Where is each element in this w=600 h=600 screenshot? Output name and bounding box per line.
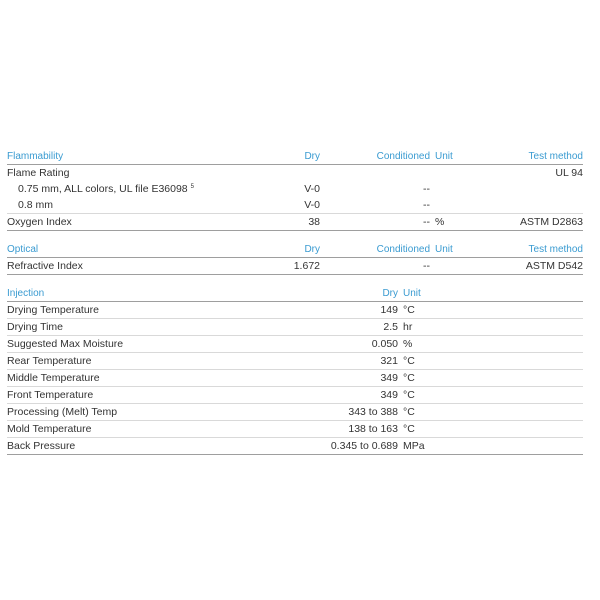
table-row bbox=[7, 181, 583, 197]
test-method-cell bbox=[470, 197, 583, 214]
dry-cell bbox=[267, 165, 320, 182]
unit-cell: °C bbox=[398, 353, 583, 370]
property-cell: Suggested Max Moisture bbox=[7, 336, 267, 353]
property-cell: Mold Temperature bbox=[7, 421, 267, 438]
unit-cell bbox=[430, 258, 470, 275]
test-method-cell: UL 94 bbox=[555, 167, 583, 179]
conditioned-cell: -- bbox=[320, 258, 430, 275]
conditioned-cell bbox=[320, 165, 430, 182]
property-cell: Back Pressure bbox=[7, 438, 267, 455]
table-row bbox=[7, 258, 583, 275]
section-title: Injection bbox=[7, 287, 267, 302]
table-row bbox=[7, 370, 583, 387]
test-method-header: Test method bbox=[470, 243, 583, 258]
dry-cell: V-0 bbox=[304, 183, 320, 195]
property-cell: Processing (Melt) Temp bbox=[7, 404, 267, 421]
property-cell: Oxygen Index bbox=[7, 214, 267, 231]
conditioned-cell: -- bbox=[320, 197, 430, 214]
property-cell: Drying Temperature bbox=[7, 302, 267, 319]
test-method-header: Test method bbox=[470, 150, 583, 165]
unit-cell: °C bbox=[398, 370, 583, 387]
dry-cell: 343 to 388 bbox=[267, 404, 398, 421]
unit-cell bbox=[430, 165, 470, 182]
table-row bbox=[7, 387, 583, 404]
test-method-cell: ASTM D2863 bbox=[470, 214, 583, 231]
unit-cell: °C bbox=[398, 387, 583, 404]
unit-cell: % bbox=[398, 336, 583, 353]
table-row bbox=[7, 214, 583, 231]
section-title: Optical bbox=[7, 243, 267, 258]
optical-table bbox=[7, 243, 583, 275]
dry-cell: 38 bbox=[267, 214, 320, 231]
dry-cell: 0.050 bbox=[267, 336, 398, 353]
optical-header-row bbox=[7, 243, 583, 258]
unit-cell bbox=[430, 181, 470, 197]
table-row bbox=[7, 353, 583, 370]
property-cell: Flame Rating bbox=[7, 167, 70, 179]
dry-header: Dry bbox=[267, 287, 398, 302]
unit-cell: % bbox=[430, 214, 470, 231]
dry-cell: V-0 bbox=[267, 197, 320, 214]
property-cell: Refractive Index bbox=[7, 258, 267, 275]
unit-cell: hr bbox=[398, 319, 583, 336]
conditioned-header: Conditioned bbox=[320, 150, 430, 165]
unit-header: Unit bbox=[430, 243, 470, 258]
injection-header-row bbox=[7, 287, 583, 302]
dry-header: Dry bbox=[267, 150, 320, 165]
dry-cell: 0.345 to 0.689 bbox=[267, 438, 398, 455]
unit-cell bbox=[430, 197, 470, 214]
unit-cell: °C bbox=[398, 302, 583, 319]
table-row bbox=[7, 319, 583, 336]
dry-cell: 321 bbox=[267, 353, 398, 370]
section-title: Flammability bbox=[7, 150, 267, 165]
property-cell: 0.8 mm bbox=[7, 197, 267, 214]
unit-cell: °C bbox=[398, 421, 583, 438]
dry-cell: 349 bbox=[267, 370, 398, 387]
flammability-header-row bbox=[7, 150, 583, 165]
dry-cell: 138 to 163 bbox=[267, 421, 398, 438]
dry-cell: 1.672 bbox=[267, 258, 320, 275]
table-row bbox=[7, 302, 583, 319]
property-cell: Middle Temperature bbox=[7, 370, 267, 387]
property-cell: Rear Temperature bbox=[7, 353, 267, 370]
table-row bbox=[7, 438, 583, 455]
test-method-cell: ASTM D542 bbox=[470, 258, 583, 275]
footnote-marker: 5 bbox=[190, 184, 194, 190]
injection-table bbox=[7, 287, 583, 455]
flammability-table bbox=[7, 150, 583, 231]
unit-header: Unit bbox=[398, 287, 583, 302]
dry-header: Dry bbox=[267, 243, 320, 258]
table-row bbox=[7, 336, 583, 353]
property-cell: Front Temperature bbox=[7, 387, 267, 404]
conditioned-cell: -- bbox=[423, 183, 430, 195]
table-row bbox=[7, 197, 583, 214]
property-cell: Drying Time bbox=[7, 319, 267, 336]
unit-cell: °C bbox=[398, 404, 583, 421]
property-label: 0.75 mm, ALL colors, UL file E36098 bbox=[18, 183, 188, 195]
conditioned-cell: -- bbox=[320, 214, 430, 231]
unit-header: Unit bbox=[430, 150, 470, 165]
dry-cell: 349 bbox=[267, 387, 398, 404]
test-method-cell bbox=[470, 181, 583, 197]
dry-cell: 149 bbox=[267, 302, 398, 319]
table-row bbox=[7, 421, 583, 438]
dry-cell: 2.5 bbox=[267, 319, 398, 336]
conditioned-header: Conditioned bbox=[320, 243, 430, 258]
unit-cell: MPa bbox=[398, 438, 583, 455]
table-row bbox=[7, 404, 583, 421]
property-cell bbox=[7, 181, 267, 197]
table-row bbox=[7, 165, 583, 182]
datasheet bbox=[7, 150, 583, 455]
